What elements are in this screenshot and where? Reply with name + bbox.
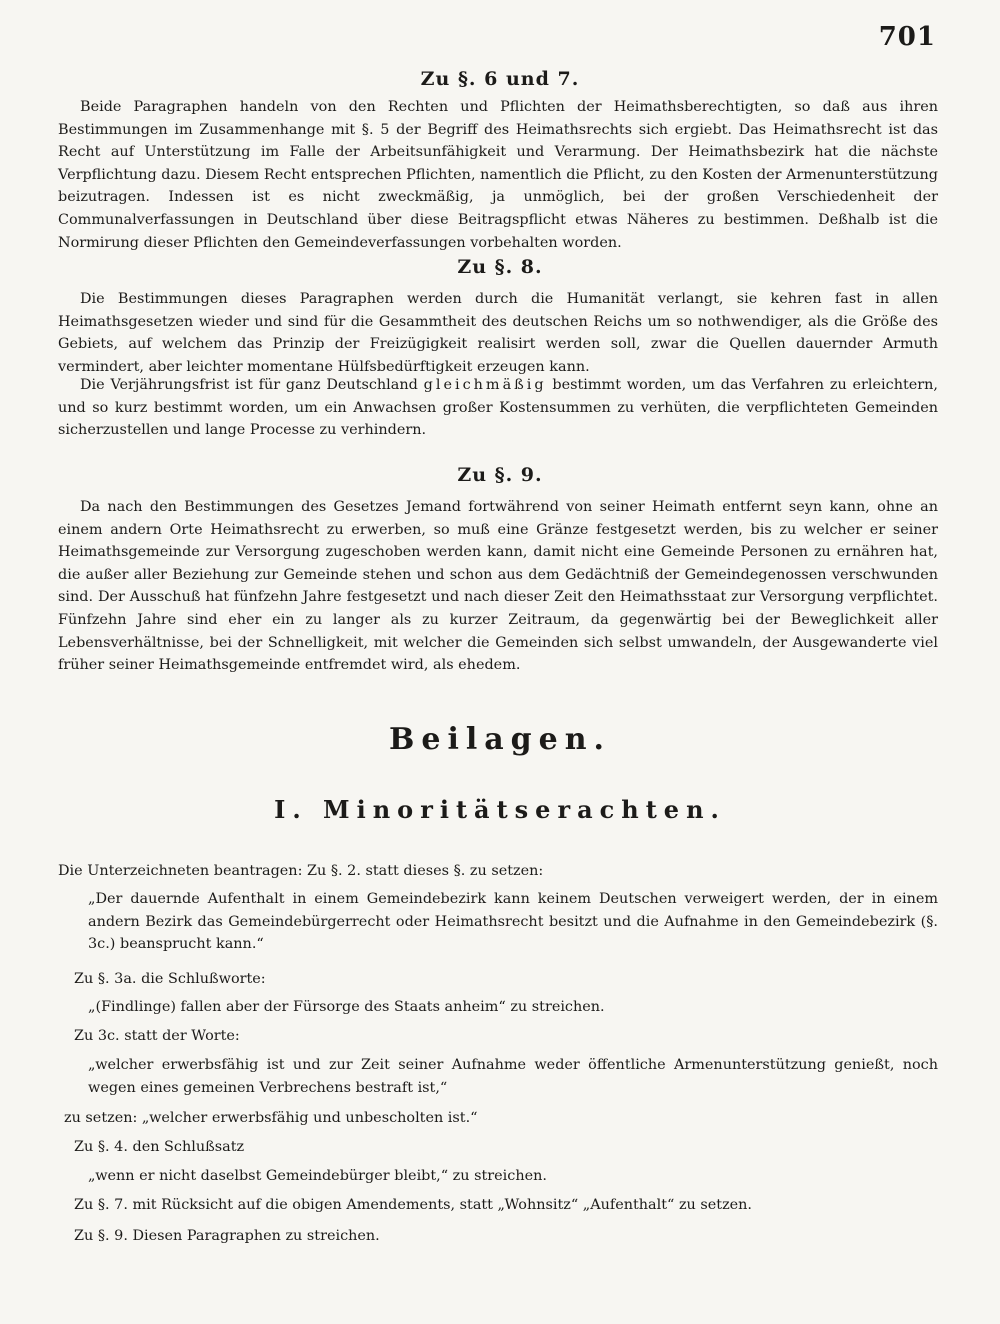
minority-line-3c: Zu 3c. statt der Worte:: [74, 1028, 240, 1044]
section-heading-9: Zu §. 9.: [457, 464, 543, 486]
section-8-paragraph-2-emphasis: gleichmäßig: [423, 377, 547, 393]
section-8-paragraph-1: Die Bestimmungen dieses Paragraphen werden durch die Humanität verlangt, sie kehren fast in allen Heimathsgesetzen wieder und sind für die Gesammtheit des deutschen Reichs um so nothwendiger, als die Größe des Gebiets, auf welchem das Prinzip der Freizügigkeit realisirt werden soll, zwar die Quellen dauernder Armuth vermindert, aber leichter momentane Hülfsbedürftigkeit erzeugen kann.: [58, 291, 938, 375]
minority-line-3a: Zu §. 3a. die Schlußworte:: [74, 971, 266, 987]
section-6-7-paragraph: Beide Paragraphen handeln von den Rechten und Pflichten der Heimathsberechtigten, so daß aus ihren Bestimmungen im Zusammenhange mit §. 5 der Begriff des Heimathsrechts sich ergiebt. Das Heimathsrecht ist das Recht auf Unterstützung im Falle der Arbeitsunfähigkeit und Verarmung. Der Heimathsbezirk hat die nächste Verpflichtung dazu. Diesem Recht entsprechen Pflichten, namentlich die Pflicht, zu den Kosten der Armenunterstützung beizutragen. Indessen ist es nicht zweckmäßig, ja unmöglich, bei der großen Verschiedenheit der Communalverfassungen in Deutschland über diese Beitragspflicht etwas Näheres zu bestimmen. Deßhalb ist die Normirung dieser Pflichten den Gemeindeverfassungen vorbehalten worden.: [58, 99, 939, 251]
minority-line-intro: Die Unterzeichneten beantragen: Zu §. 2. statt dieses §. zu setzen:: [58, 863, 544, 879]
minority-line-3c-replace: zu setzen: „welcher erwerbsfähig und unbescholten ist.“: [64, 1110, 478, 1126]
minority-report-title: I. Minoritätserachten.: [274, 795, 726, 824]
beilagen-title: Beilagen.: [389, 722, 611, 757]
minority-line-7: Zu §. 7. mit Rücksicht auf die obigen Amendements, statt „Wohnsitz“ „Aufenthalt“ zu setzen.: [74, 1197, 753, 1213]
section-heading-6-7: Zu §. 6 und 7.: [420, 68, 580, 90]
minority-quote-4: „wenn er nicht daselbst Gemeindebürger bleibt,“ zu streichen.: [88, 1168, 547, 1184]
section-8-paragraph-2-start: Die Verjährungsfrist ist für ganz Deutschland: [80, 377, 424, 393]
minority-line-4: Zu §. 4. den Schlußsatz: [74, 1139, 245, 1155]
section-8-paragraph-2: [58, 374, 938, 442]
minority-line-9: Zu §. 9. Diesen Paragraphen zu streichen.: [74, 1228, 380, 1244]
section-8-paragraph-2-end: bestimmt worden, um das Verfahren zu erleichtern, und so kurz bestimmt worden, um ein Anwachsen großer Kostensummen zu verhüten, die verpflichteten Gemeinden sicherzustellen und lange Processe zu verhindern.: [58, 377, 938, 439]
minority-quote-paragraph-2: „Der dauernde Aufenthalt in einem Gemeindebezirk kann keinem Deutschen verweigert werden, der in einem andern Bezirk das Gemeindebürgerrecht oder Heimathsrecht besitzt und die Aufnahme in den Gemeindebezirk (§. 3c.) beansprucht kann.“: [88, 891, 938, 953]
section-heading-8: Zu §. 8.: [457, 256, 543, 278]
minority-quote-3a: „(Findlinge) fallen aber der Fürsorge des Staats anheim“ zu streichen.: [88, 999, 605, 1015]
minority-quote-3c: „welcher erwerbsfähig ist und zur Zeit seiner Aufnahme weder öffentliche Armenunterstützung genießt, noch wegen eines gemeinen Verbrechens bestraft ist,“: [88, 1057, 938, 1096]
section-9-paragraph: Da nach den Bestimmungen des Gesetzes Jemand fortwährend von seiner Heimath entfernt seyn kann, ohne an einem andern Orte Heimathsrecht zu erwerben, so muß eine Gränze festgesetzt werden, bis zu welcher er seiner Heimathsgemeinde zur Versorgung zugeschoben werden kann, damit nicht eine Gemeinde Personen zu ernähren hat, die außer aller Beziehung zur Gemeinde stehen und schon aus dem Gedächtniß der Gemeindegenossen verschwunden sind. Der Ausschuß hat fünfzehn Jahre festgesetzt und nach dieser Zeit den Heimathsstaat zur Versorgung verpflichtet. Fünfzehn Jahre sind eher ein zu langer als zu kurzer Zeitraum, da gegenwärtig bei der Beweglichkeit aller Lebensverhältnisse, bei der Schnelligkeit, mit welcher die Gemeinden sich selbst umwandeln, der Ausgewanderte viel früher seiner Heimathsgemeinde entfremdet wird, als ehedem.: [58, 499, 938, 674]
page-number: 701: [878, 22, 936, 52]
